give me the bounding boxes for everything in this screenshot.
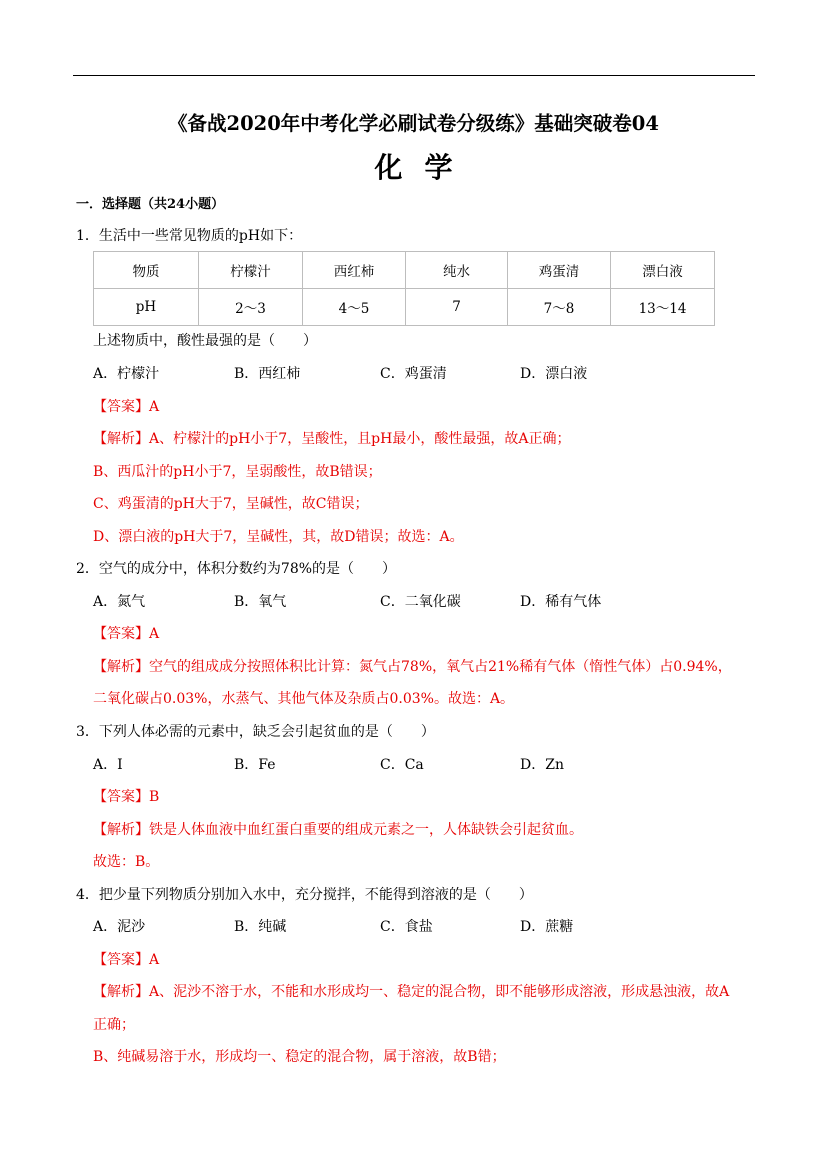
- q1-stem: 1．生活中一些常见物质的pH如下：: [76, 228, 303, 244]
- q1-analysis-line: B、西瓜汁的pH小于7，呈弱酸性，故B错误；: [93, 464, 382, 480]
- table-cell: 漂白液: [611, 252, 715, 289]
- q2-analysis-line: 【解析】空气的组成成分按照体积比计算：氮气占78%，氧气占21%稀有气体（惰性气体）占0.94%，: [93, 659, 732, 675]
- q3-analysis-line: 【解析】铁是人体血液中血红蛋白重要的组成元素之一，人体缺铁会引起贫血。: [93, 822, 583, 838]
- q1-analysis-line: D、漂白液的pH大于7，呈碱性，其，故D错误；故选：A。: [93, 529, 464, 545]
- table-cell: 西红柿: [303, 252, 406, 289]
- q1-option-b: B．西红柿: [234, 366, 301, 382]
- q4-option-b: B．纯碱: [234, 919, 287, 935]
- table-cell: 4～5: [303, 289, 406, 326]
- q3-answer: 【答案】B: [93, 789, 160, 805]
- q3-option-a: A．I: [93, 757, 123, 773]
- header-rule: [73, 75, 755, 76]
- q3-option-d: D．Zn: [520, 757, 564, 773]
- q2-answer: 【答案】A: [93, 626, 160, 642]
- table-cell: 7～8: [508, 289, 611, 326]
- q2-option-b: B．氧气: [234, 594, 287, 610]
- document-title: 《备战2020年中考化学必刷试卷分级练》基础突破卷04: [168, 112, 659, 135]
- table-cell: 13～14: [611, 289, 715, 326]
- q2-option-a: A．氮气: [93, 594, 146, 610]
- q4-analysis-line: 【解析】A、泥沙不溶于水，不能和水形成均一、稳定的混合物，即不能够形成溶液，形成悬浊液，故A: [93, 984, 730, 1000]
- section-heading: 一．选择题（共24小题）: [76, 197, 225, 212]
- table-cell: 鸡蛋清: [508, 252, 611, 289]
- q4-option-a: A．泥沙: [93, 919, 146, 935]
- q2-stem: 2．空气的成分中，体积分数约为78%的是（ ）: [76, 561, 397, 577]
- table-cell: 物质: [94, 252, 199, 289]
- ph-table: [93, 251, 715, 326]
- subject-heading: 化学: [374, 151, 475, 184]
- q2-analysis-line: 二氧化碳占0.03%，水蒸气、其他气体及杂质占0.03%。故选：A。: [93, 691, 515, 707]
- q4-stem: 4．把少量下列物质分别加入水中，充分搅拌，不能得到溶液的是（ ）: [76, 887, 533, 903]
- q4-analysis-line: B、纯碱易溶于水，形成均一、稳定的混合物，属于溶液，故B错；: [93, 1049, 506, 1065]
- q2-option-d: D．稀有气体: [520, 594, 602, 610]
- q1-analysis-line: C、鸡蛋清的pH大于7，呈碱性，故C错误；: [93, 496, 369, 512]
- table-row: [94, 252, 715, 289]
- q4-option-d: D．蔗糖: [520, 919, 574, 935]
- q1-option-a: A．柠檬汁: [93, 366, 160, 382]
- table-cell: pH: [94, 289, 199, 326]
- table-cell: 2～3: [199, 289, 303, 326]
- q1-option-c: C．鸡蛋清: [380, 366, 447, 382]
- q3-option-c: C．Ca: [380, 757, 424, 773]
- q1-analysis-line: 【解析】A、柠檬汁的pH小于7，呈酸性，且pH最小，酸性最强，故A正确；: [93, 431, 571, 447]
- table-row: [94, 289, 715, 326]
- q1-answer: 【答案】A: [93, 399, 160, 415]
- q1-question: 上述物质中，酸性最强的是（ ）: [93, 333, 317, 349]
- q3-option-b: B．Fe: [234, 757, 276, 773]
- q1-option-d: D．漂白液: [520, 366, 588, 382]
- q4-answer: 【答案】A: [93, 952, 160, 968]
- q3-analysis-line: 故选：B。: [93, 854, 160, 870]
- q4-option-c: C．食盐: [380, 919, 433, 935]
- table-cell: 纯水: [406, 252, 508, 289]
- q2-option-c: C．二氧化碳: [380, 594, 461, 610]
- q3-stem: 3．下列人体必需的元素中，缺乏会引起贫血的是（ ）: [76, 724, 435, 740]
- table-cell: 7: [406, 289, 508, 326]
- table-cell: 柠檬汁: [199, 252, 303, 289]
- q4-analysis-line: 正确；: [93, 1017, 135, 1033]
